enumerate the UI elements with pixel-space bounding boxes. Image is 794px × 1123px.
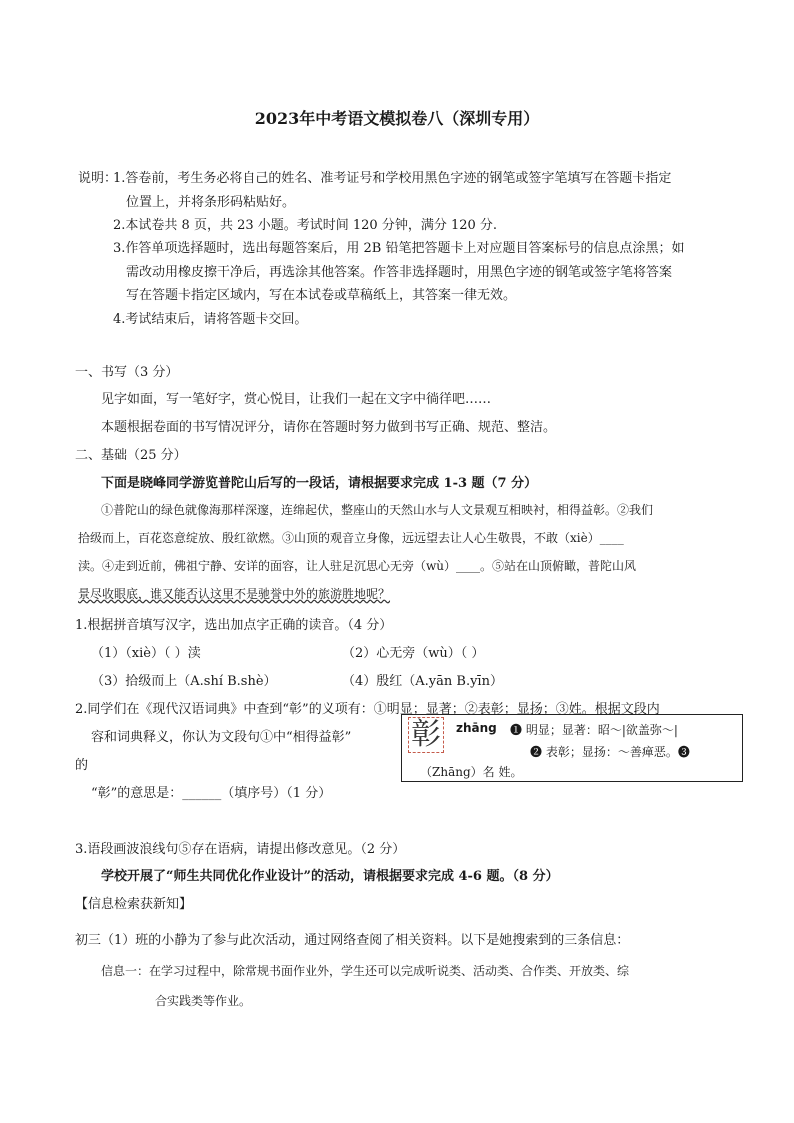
section-heading: 一、书写（3 分） [75,365,179,380]
question-group-intro: 学校开展了“师生共同优化作业设计”的活动，请根据要求完成 4-6 题。（8 分） [101,869,559,884]
dictionary-entry [401,714,743,782]
instruction-line: 需改动用橡皮擦干净后，再选涂其他答案。作答非选择题时，用黑色字迹的钢笔或签字笔将答案 [126,265,673,280]
question-stem: 2.同学们在《现代汉语词典》中查到“彰”的义项有：①明显；显著；②表彰；显扬；③姓。根据文段内 [75,702,660,717]
question-stem: 容和词典释义，你认为文段句①中“相得益彰” [91,730,352,745]
passage-line: ①普陀山的绿色就像海那样深邃，连绵起伏，整座山的天然山水与人文景观互相映衬，相得益彰。②我们 [101,503,654,517]
info-item: 信息一：在学习过程中，除常规书面作业外，学生还可以完成听说类、活动类、合作类、开放类、综 [101,964,630,978]
dictionary-definition: （Zhāng）名 姓。 [420,765,523,779]
question-stem: “彰”的意思是：______（填序号）（1 分） [91,786,332,801]
dictionary-definition: ❶ 明显；显著：昭～|欲盖弥～| [510,723,678,737]
paragraph: 初三（1）班的小静为了参与此次活动，通过网络查阅了相关资料。以下是她搜索到的三条信息： [75,933,630,948]
question-item: （3）拾级而上（A.shí B.shè） [91,674,277,689]
page-title: 2023年中考语文模拟卷八（深圳专用） [254,109,540,128]
question-item: （2）心无旁（wù）（ ） [342,646,485,661]
info-item: 合实践类等作业。 [155,994,252,1008]
instruction-line: 2.本试卷共 8 页，共 23 小题。考试时间 120 分钟，满分 120 分. [113,218,498,233]
question-item: （4）殷红（A.yān B.yīn） [342,674,503,689]
dictionary-definition: ❷ 表彰；显扬：～善瘅恶。❸ [530,745,690,759]
subsection-title: 【信息检索获新知】 [75,897,193,912]
instruction-line: 1.答卷前，考生务必将自己的姓名、准考证号和学校用黑色字迹的钢笔或签字笔填写在答题卡指定 [113,171,672,186]
passage-line: 渎。④走到近前，佛祖宁静、安详的面容，让人驻足沉思心无旁（wù）____。⑤站在山顶俯瞰，普陀山风 [78,559,637,573]
question-stem: 3.语段画波浪线句⑤存在语病，请提出修改意见。（2 分） [75,842,406,857]
paragraph: 见字如面，写一笔好字，赏心悦目，让我们一起在文字中徜徉吧…… [101,392,492,407]
instruction-line: 位置上，并将条形码粘贴好。 [126,195,296,210]
question-group-intro: 下面是晓峰同学游览普陀山后写的一段话，请根据要求完成 1-3 题（7 分） [101,476,538,491]
dictionary-pinyin: zhāng [456,721,497,735]
passage-line: 拾级而上，百花恣意绽放、殷红欲燃。③山顶的观音立身像，远远望去让人心生敬畏，不敢（xiè）____ [78,531,624,545]
instruction-line: 3.作答单项选择题时，选出每题答案后，用 2B 铅笔把答题卡上对应题目答案标号的信息点涂黑；如 [113,241,685,256]
question-item: （1）（xiè）（ ）渎 [91,646,201,661]
instruction-line: 写在答题卡指定区域内，写在本试卷或草稿纸上，其答案一律无效。 [126,288,517,303]
instruction-line: 4.考试结束后，请将答题卡交回。 [113,312,308,327]
instructions-label: 说明： [78,171,118,186]
passage-line: 景尽收眼底，谁又能否认这里不是驰誉中外的旅游胜地呢？ [78,587,391,601]
question-stem: 1.根据拼音填写汉字，选出加点字正确的读音。（4 分） [75,618,393,633]
paragraph: 本题根据卷面的书写情况评分，请你在答题时努力做到书写正确、规范、整洁。 [101,420,557,435]
dictionary-headword: 彰 [408,717,444,753]
question-stem: 的 [75,758,89,773]
section-heading: 二、基础（25 分） [75,448,187,463]
